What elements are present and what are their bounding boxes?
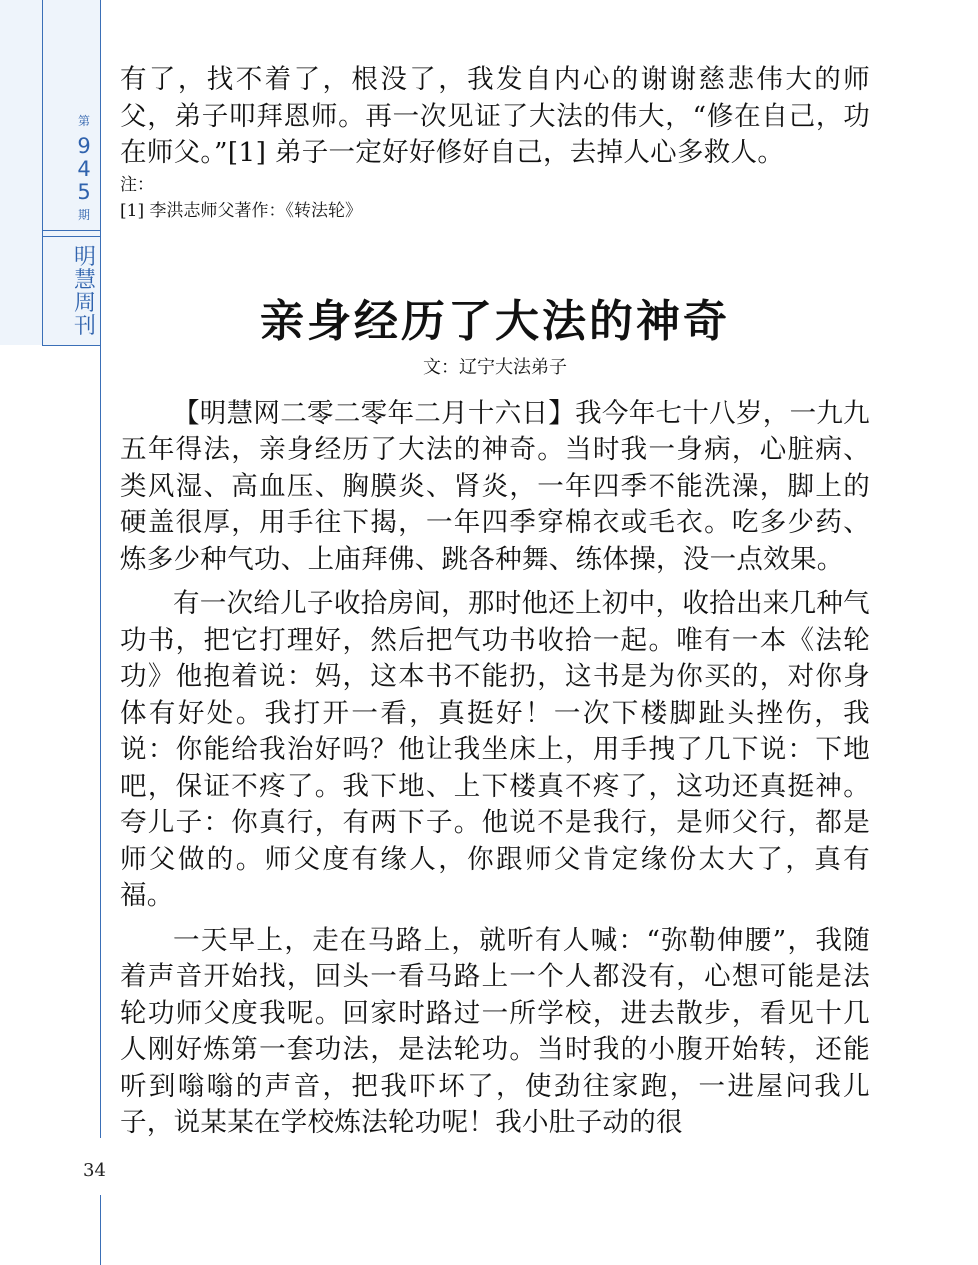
issue-digit-2: 4 xyxy=(77,157,91,181)
journal-char: 周 xyxy=(73,291,96,316)
issue-prefix: 第 xyxy=(77,114,90,128)
prev-article-paragraph: 有了，找不着了，根没了，我发自内心的谢谢慈悲伟大的师父，弟子叩拜恩师。再一次见证了大法的伟大，“修在自己，功在师父。”[1] 弟子一定好好修好自己，去掉人心多救人。 xyxy=(120,64,870,168)
article-paragraph: 【明慧网二零二零年二月十六日】我今年七十八岁，一九九五年得法，亲身经历了大法的神奇。当时我一身病，心脏病、类风湿、高血压、胸膜炎、肾炎，一年四季不能洗澡，脚上的硬盖很厚，用手往下揭，一年四季穿棉衣或毛衣。吃多少药、炼多少种气功、上庙拜佛、跳各种舞、练体操，没一点效果。 xyxy=(120,397,870,575)
page-number: 34 xyxy=(83,1160,106,1181)
article-title: 亲身经历了大法的神奇 xyxy=(260,295,730,347)
margin-rule-bottom xyxy=(100,1195,101,1265)
sidebar-left-rule xyxy=(42,0,43,345)
journal-char: 慧 xyxy=(73,268,96,293)
note-label: 注： xyxy=(120,174,154,195)
journal-char: 明 xyxy=(73,245,96,270)
journal-name xyxy=(72,246,98,338)
note-item: [1] 李洪志师父著作：《转法轮》 xyxy=(120,200,362,221)
sidebar-bottom-rule xyxy=(42,345,101,346)
article-paragraph: 一天早上，走在马路上，就听有人喊：“弥勒伸腰”，我随着声音开始找，回头一看马路上一个人都没有，心想可能是法轮功师父度我呢。回家时路过一所学校，进去散步，看见十几人刚好炼第一套功法，是法轮功。当时我的小腹开始转，还能听到嗡嗡的声音，把我吓坏了，使劲往家跑，一进屋问我儿子，说某某在学校炼法轮功呢！我小肚子动的很 xyxy=(120,924,870,1138)
issue-digit-3: 5 xyxy=(77,180,91,204)
sidebar-divider-top xyxy=(42,230,101,231)
margin-rule xyxy=(100,0,101,1138)
article-paragraph: 有一次给儿子收拾房间，那时他还上初中，收拾出来几种气功书，把它打理好，然后把气功书收拾一起。唯有一本《法轮功》他抱着说：妈，这本书不能扔，这书是为你买的，对你身体有好处。我打开一看，真挺好！一次下楼脚趾头挫伤，我说：你能给我治好吗？他让我坐床上，用手拽了几下说：下地吧，保证不疼了。我下地、上下楼真不疼了，这功还真挺神。夸儿子：你真行，有两下子。他说不是我行，是师父行，都是师父做的。师父度有缘人，你跟师父肯定缘份太大了，真有福。 xyxy=(120,588,870,911)
sidebar-divider-bottom xyxy=(42,236,101,237)
issue-digit-1: 9 xyxy=(77,134,91,158)
journal-char: 刊 xyxy=(73,314,96,339)
article-byline: 文：辽宁大法弟子 xyxy=(423,356,567,378)
issue-suffix: 期 xyxy=(77,208,90,222)
page-content xyxy=(120,62,870,1142)
